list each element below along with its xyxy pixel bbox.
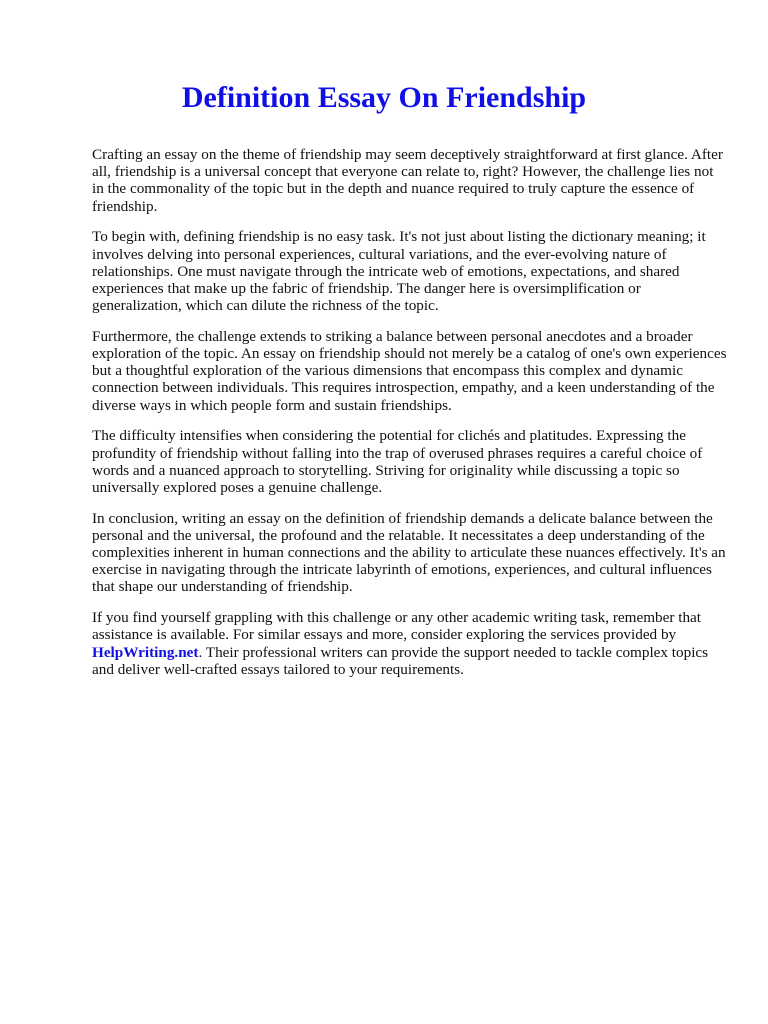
page-title: Definition Essay On Friendship [181, 81, 587, 114]
essay-body [92, 146, 728, 691]
helpwriting-link[interactable]: HelpWriting.net [92, 643, 199, 661]
paragraph-6-before-link: If you find yourself grappling with this challenge or any other academic writing task, remember that assistance is available. For similar essays and more, consider exploring the services provided by [92, 609, 701, 644]
paragraph-4: The difficulty intensifies when considering the potential for clichés and platitudes. Expressing the profundity of friendship without falling into the trap of overused phrases requires a careful choice of words and a nuanced approach to storytelling. Striving for originality while discussing a topic so universally explored poses a genuine challenge. [92, 427, 703, 496]
paragraph-2: To begin with, defining friendship is no easy task. It's not just about listing the dictionary meaning; it involves delving into personal experiences, cultural variations, and the ever-evolving nature of relationships. One must navigate through the intricate web of emotions, expectations, and shared experiences that make up the fabric of friendship. The danger here is oversimplification or generalization, which can dilute the richness of the topic. [92, 228, 706, 315]
paragraph-6-after-link: . Their professional writers can provide the support needed to tackle complex topics and deliver well-crafted essays tailored to your requirements. [92, 643, 709, 678]
paragraph-1: Crafting an essay on the theme of friendship may seem deceptively straightforward at first glance. After all, friendship is a universal concept that everyone can relate to, right? However, the challenge lies not in the commonality of the topic but in the depth and nuance required to truly capture the essence of friendship. [92, 146, 723, 215]
paragraph-3: Furthermore, the challenge extends to striking a balance between personal anecdotes and a broader exploration of the topic. An essay on friendship should not merely be a catalog of one's own experiences but a thoughtful exploration of the various dimensions that encompass this complex and dynamic connection between individuals. This requires introspection, empathy, and a keen understanding of the diverse ways in which people form and sustain friendships. [92, 327, 727, 414]
paragraph-5: In conclusion, writing an essay on the definition of friendship demands a delicate balance between the personal and the universal, the profound and the relatable. It necessitates a deep understanding of the complexities inherent in human connections and the ability to articulate these nuances effectively. It's an exercise in navigating through the intricate labyrinth of emotions, experiences, and cultural influences that shape our understanding of friendship. [92, 509, 726, 596]
paragraph-6 [92, 609, 728, 678]
